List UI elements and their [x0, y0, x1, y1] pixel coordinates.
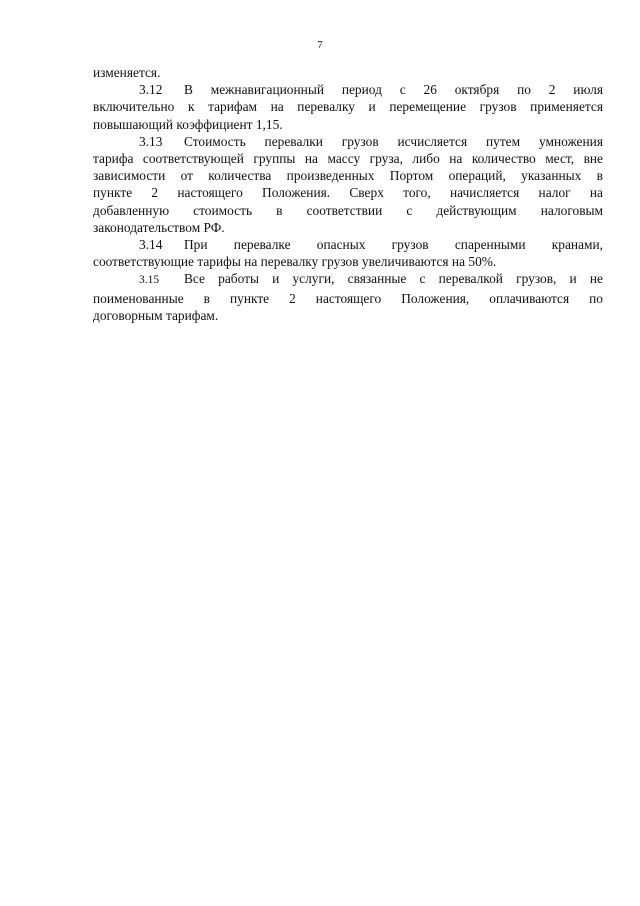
clause-text-line: поименованные в пункте 2 настоящего Положения, оплачиваются по: [93, 290, 603, 306]
clause-3-12-first-line: [93, 81, 603, 98]
page-number: 7: [317, 39, 323, 51]
clause-text-line: договорным тарифам.: [93, 307, 219, 323]
document-body: [93, 64, 603, 324]
clause-3-13-first-line: [93, 133, 603, 150]
clause-number: 3.13: [139, 133, 163, 149]
clause-text-line: законодательством РФ.: [93, 219, 225, 235]
clause-3-15-first-line: [93, 270, 603, 289]
clause-text-line: пункте 2 настоящего Положения. Сверх того, начисляется налог на: [93, 185, 603, 201]
clause-3-14-first-line: [93, 236, 603, 253]
clause-text-line: Все работы и услуги, связанные с перевалкой грузов, и не: [184, 271, 603, 287]
clause-text-line: При перевалке опасных грузов спаренными кранами,: [184, 237, 603, 253]
clause-text-line: включительно к тарифам на перевалку и перемещение грузов применяется: [93, 99, 603, 115]
clause-text-line: тарифа соответствующей группы на массу груза, либо на количество мест, вне: [93, 151, 603, 167]
clause-text-line: Стоимость перевалки грузов исчисляется путем умножения: [184, 133, 603, 149]
clause-3-15: [93, 270, 603, 324]
clause-text-line: соответствующие тарифы на перевалку грузов увеличиваются на 50%.: [93, 254, 497, 270]
clause-number: 3.15: [139, 274, 160, 287]
clause-number: 3.12: [139, 82, 163, 98]
clause-text-line: добавленную стоимость в соответствии с действующим налоговым: [93, 202, 603, 218]
paragraph-continuation: изменяется.: [93, 65, 161, 80]
clause-3-12: [93, 81, 603, 133]
clause-3-13: [93, 133, 603, 236]
clause-text-line: В межнавигационный период с 26 октября по 2 июля: [184, 82, 603, 98]
clause-text-line: повышающий коэффициент 1,15.: [93, 116, 283, 132]
clause-number: 3.14: [139, 237, 163, 253]
clause-3-14: [93, 236, 603, 270]
clause-text-line: зависимости от количества произведенных Портом операций, указанных в: [93, 168, 603, 184]
